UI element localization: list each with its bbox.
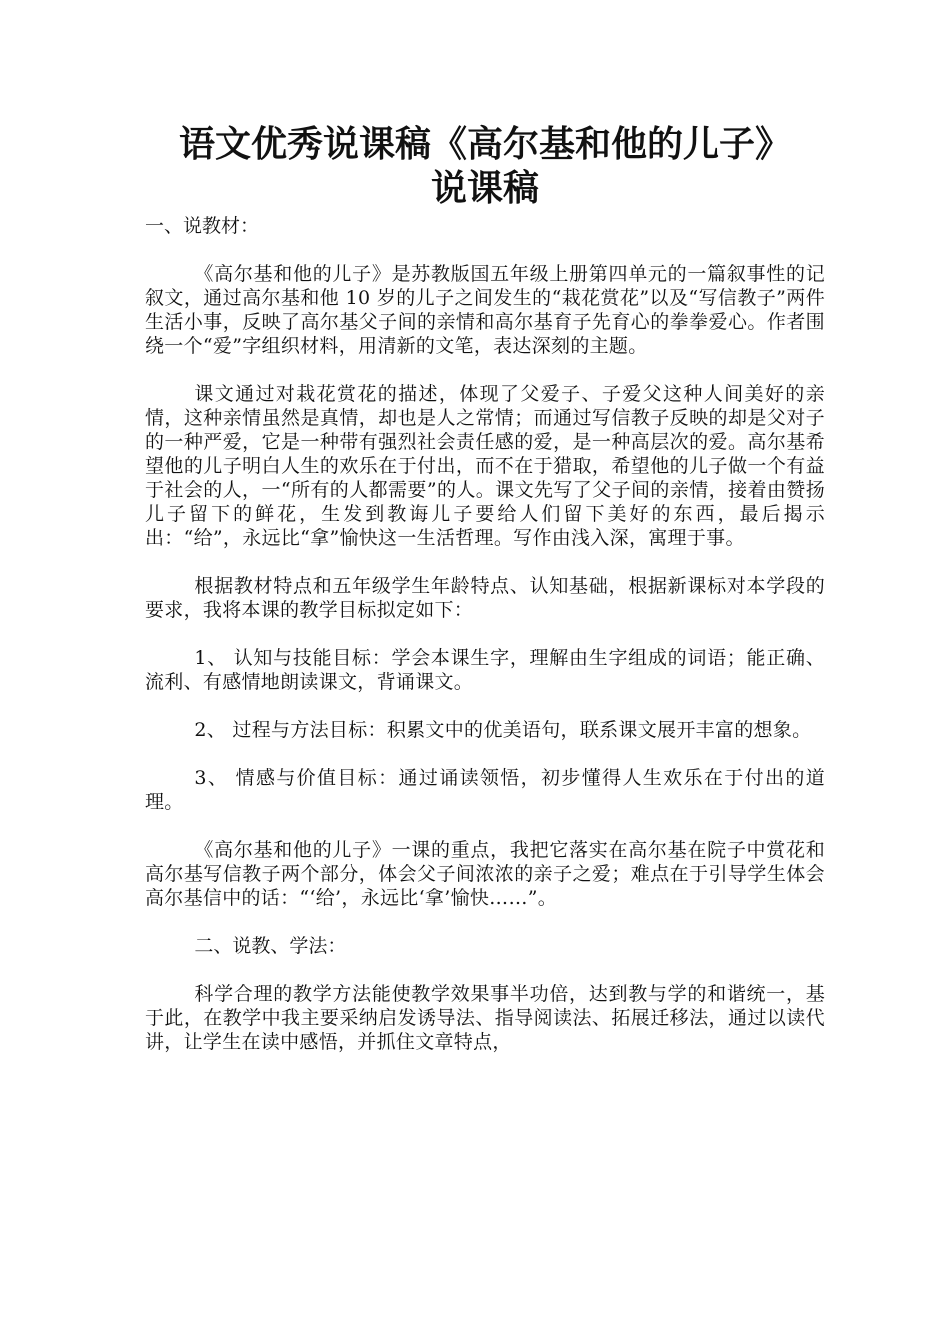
paragraph-gap xyxy=(145,814,825,838)
paragraph-key-points: 《高尔基和他的儿子》一课的重点，我把它落实在高尔基在院子中赏花和高尔基写信教子两个部分，体会父子间浓浓的亲子之爱；难点在于引导学生体会高尔基信中的话：“‘给’，永远比‘拿’愉快……”。 xyxy=(145,839,825,909)
paragraph-intro: 《高尔基和他的儿子》是苏教版国五年级上册第四单元的一篇叙事性的记叙文，通过高尔基和他 10 岁的儿子之间发生的“栽花赏花”以及“写信教子”两件生活小事，反映了高尔基父子间的亲情和高尔基育子先育心的拳拳爱心。作者围绕一个“爱”字组织材料，用清新的文笔，表达深刻的主题。 xyxy=(145,263,825,357)
paragraph-gap xyxy=(145,910,825,934)
document-title xyxy=(145,122,825,210)
objective-item-2: 2、 过程与方法目标：积累文中的优美语句，联系课文展开丰富的想象。 xyxy=(194,719,812,741)
paragraph-gap xyxy=(145,622,825,646)
paragraph-gap xyxy=(145,958,825,982)
paragraph-methods: 科学合理的教学方法能使教学效果事半功倍，达到教与学的和谐统一，基于此，在教学中我主要采纳启发诱导法、指导阅读法、拓展迁移法，通过以读代讲，让学生在读中感悟，并抓住文章特点， xyxy=(145,983,825,1053)
paragraph-gap xyxy=(145,550,825,574)
paragraph-gap xyxy=(145,694,825,718)
paragraph-gap xyxy=(145,238,825,262)
paragraph-analysis: 课文通过对栽花赏花的描述，体现了父爱子、子爱父这种人间美好的亲情，这种亲情虽然是真情，却也是人之常情；而通过写信教子反映的却是父对子的一种严爱，它是一种带有强烈社会责任感的爱，是一种高层次的爱。高尔基希望他的儿子明白人生的欢乐在于付出，而不在于猎取，希望他的儿子做一个有益于社会的人，一“所有的人都需要”的人。课文先写了父子间的亲情，接着由赞扬儿子留下的鲜花，生发到教诲儿子要给人们留下美好的东西，最后揭示出：“给”，永远比“拿”愉快这一生活哲理。写作由浅入深，寓理于事。 xyxy=(145,383,825,549)
title-line-1: 语文优秀说课稿《高尔基和他的儿子》 xyxy=(178,123,791,165)
objective-item-3: 3、 情感与价值目标：通过诵读领悟，初步懂得人生欢乐在于付出的道理。 xyxy=(145,767,825,813)
objective-item-1: 1、 认知与技能目标：学会本课生字，理解由生字组成的词语；能正确、流利、有感情地朗读课文，背诵课文。 xyxy=(145,647,825,693)
paragraph-gap xyxy=(145,358,825,382)
paragraph-objectives-intro: 根据教材特点和五年级学生年龄特点、认知基础，根据新课标对本学段的要求，我将本课的教学目标拟定如下： xyxy=(145,575,825,621)
paragraph-gap xyxy=(145,742,825,766)
section-heading-methods: 二、说教、学法： xyxy=(194,935,347,957)
document-page xyxy=(145,122,825,1054)
title-line-2: 说课稿 xyxy=(430,167,539,209)
section-heading-textbook: 一、说教材： xyxy=(145,215,260,237)
